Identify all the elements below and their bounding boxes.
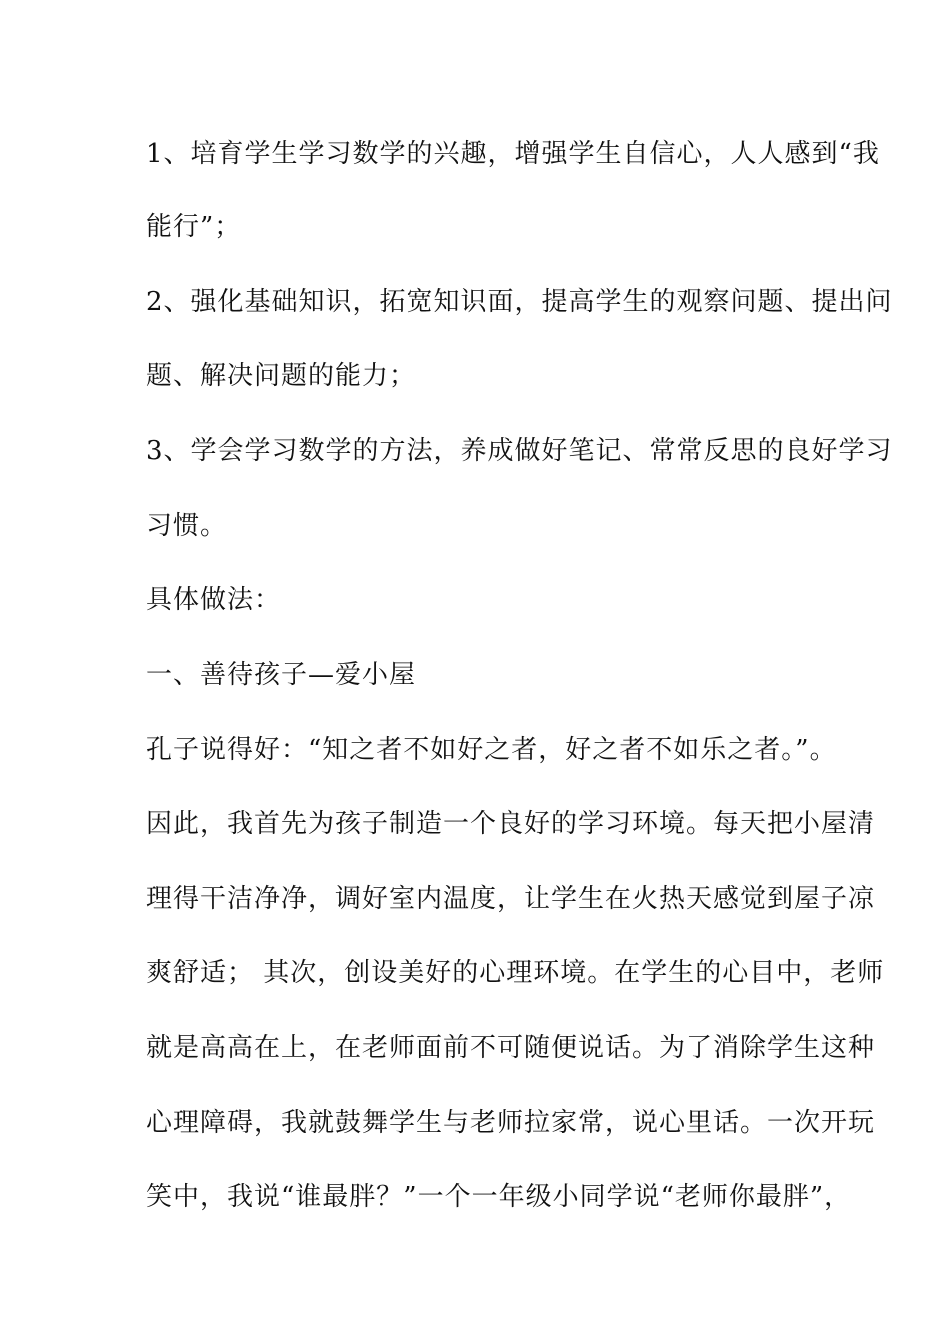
- text-line-6: 习惯。: [146, 511, 228, 541]
- text-line-10: 因此，我首先为孩子制造一个良好的学习环境。每天把小屋清: [146, 809, 876, 839]
- text-line-11: 理得干洁净净，调好室内温度，让学生在火热天感觉到屋子凉: [146, 884, 876, 914]
- text-line-14: 心理障碍，我就鼓舞学生与老师拉家常，说心里话。一次开玩: [146, 1108, 876, 1138]
- text-line-3: 2、强化基础知识，拓宽知识面，提高学生的观察问题、提出问: [146, 287, 893, 317]
- text-line-15: 笑中，我说“谁最胖？”一个一年级小同学说“老师你最胖”，: [146, 1182, 852, 1212]
- text-line-12: 爽舒适； 其次，创设美好的心理环境。在学生的心目中，老师: [146, 958, 885, 988]
- text-line-5: 3、学会学习数学的方法，养成做好笔记、常常反思的良好学习: [146, 436, 893, 466]
- text-line-8: 一、善待孩子—爱小屋: [146, 660, 417, 690]
- text-line-2: 能行”；: [146, 212, 242, 242]
- text-line-13: 就是高高在上，在老师面前不可随便说话。为了消除学生这种: [146, 1033, 876, 1063]
- text-line-9: 孔子说得好：“知之者不如好之者，好之者不如乐之者。”。: [146, 735, 837, 765]
- text-line-7: 具体做法：: [146, 585, 282, 615]
- text-line-1: 1、培育学生学习数学的兴趣，增强学生自信心，人人感到“我: [146, 139, 880, 169]
- text-line-4: 题、解决问题的能力；: [146, 361, 417, 391]
